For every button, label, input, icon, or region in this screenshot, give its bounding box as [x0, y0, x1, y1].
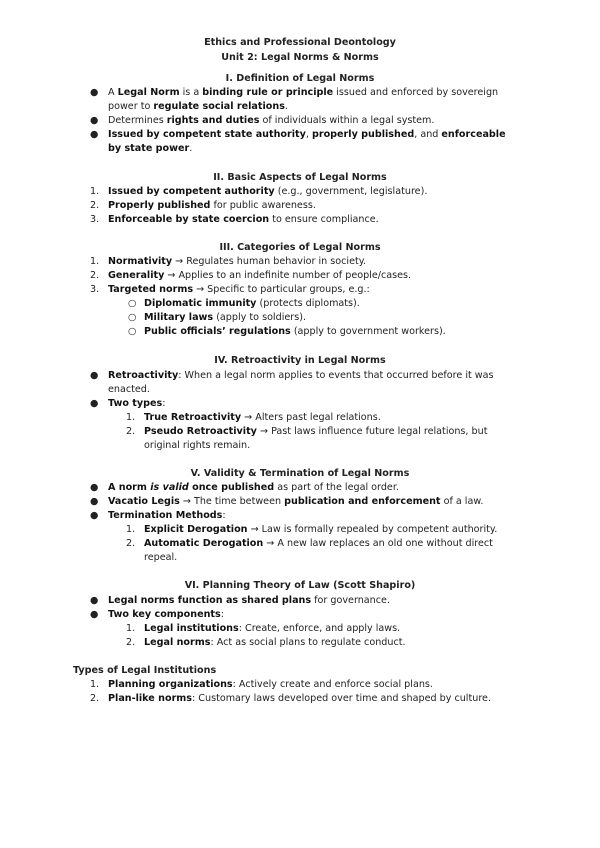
list-item: ● Two key components: [90, 609, 224, 620]
list-item: ● A norm is valid once published as part of the legal order. [90, 482, 399, 493]
section-2-list [90, 185, 520, 227]
number-marker: 2. [90, 270, 100, 281]
unit-title: Unit 2: Legal Norms & Norms [221, 52, 379, 63]
number-marker: 1. [126, 412, 136, 423]
bullet-marker: ● [90, 87, 99, 98]
section-3-heading: III. Categories of Legal Norms [219, 242, 381, 253]
list-item: 2. Properly published for public awareness. [90, 200, 316, 211]
list-item: 2. Generality → Applies to an indefinite number of people/cases. [90, 270, 412, 281]
number-marker: 2. [90, 693, 100, 704]
document-title: Ethics and Professional Deontology [204, 37, 396, 48]
sub-list-item: 2. Legal norms: Act as social plans to regulate conduct. [126, 637, 406, 648]
number-marker: 1. [90, 256, 100, 267]
number-marker: 2. [126, 426, 136, 437]
number-marker: 2. [90, 200, 100, 211]
number-marker: 1. [90, 679, 100, 690]
section-6-heading: VI. Planning Theory of Law (Scott Shapiro) [184, 580, 416, 591]
list-item: ● Determines rights and duties of individuals within a legal system. [90, 115, 435, 126]
sub-list-item: ○ Diplomatic immunity (protects diplomats). [128, 298, 360, 309]
list-item: 3. Targeted norms → Specific to particular groups, e.g.: [90, 284, 370, 295]
section-1-heading: I. Definition of Legal Norms [225, 73, 375, 84]
section-7-heading: Types of Legal Institutions [73, 665, 217, 676]
sub-list-item: 2. Automatic Derogation → A new law replaces an old one without direct repeal. [126, 538, 493, 563]
section-5-heading: V. Validity & Termination of Legal Norms [190, 468, 410, 479]
list-item: 1. Planning organizations: Actively create and enforce social plans. [90, 679, 433, 690]
circle-marker: ○ [128, 298, 137, 309]
list-item: ● Termination Methods: [90, 510, 226, 521]
sub-list-item: 1. Explicit Derogation → Law is formally repealed by competent authority. [126, 524, 498, 535]
bullet-marker: ● [90, 482, 99, 493]
number-marker: 1. [126, 623, 136, 634]
section-6-list [90, 594, 520, 650]
number-marker: 3. [90, 284, 100, 295]
list-item: 1. Issued by competent authority (e.g., government, legislature). [90, 186, 428, 197]
section-7-list [90, 678, 520, 706]
bullet-marker: ● [90, 370, 99, 381]
section-5-list [90, 481, 520, 565]
number-marker: 3. [90, 214, 100, 225]
sub-list-item: ○ Military laws (apply to soldiers). [128, 312, 306, 323]
list-item: ● A Legal Norm is a binding rule or principle issued and enforced by sovereign power to regulate social relations. [90, 87, 499, 112]
list-item: 2. Plan-like norms: Customary laws developed over time and shaped by culture. [90, 693, 492, 704]
section-2-heading: II. Basic Aspects of Legal Norms [213, 172, 387, 183]
list-item: ● Issued by competent state authority, properly published, and enforceable by state power. [90, 129, 506, 154]
number-marker: 2. [126, 538, 136, 549]
bullet-marker: ● [90, 609, 99, 620]
sub-list-item: 1. True Retroactivity → Alters past legal relations. [126, 412, 381, 423]
circle-marker: ○ [128, 312, 137, 323]
bullet-marker: ● [90, 129, 99, 140]
list-item: ● Vacatio Legis → The time between publication and enforcement of a law. [90, 496, 484, 507]
bullet-marker: ● [90, 510, 99, 521]
list-item: 3. Enforceable by state coercion to ensure compliance. [90, 214, 379, 225]
number-marker: 1. [90, 186, 100, 197]
section-4-list [90, 369, 520, 453]
section-4-heading: IV. Retroactivity in Legal Norms [214, 355, 386, 366]
circle-marker: ○ [128, 326, 137, 337]
list-item: ● Legal norms function as shared plans for governance. [90, 595, 390, 606]
section-1-list [90, 86, 520, 156]
number-marker: 2. [126, 637, 136, 648]
sub-list-item: 1. Legal institutions: Create, enforce, and apply laws. [126, 623, 401, 634]
bullet-marker: ● [90, 496, 99, 507]
sub-list-item: 2. Pseudo Retroactivity → Past laws influence future legal relations, but original rights remain. [126, 426, 488, 451]
sub-list-item: ○ Public officials’ regulations (apply to government workers). [128, 326, 446, 337]
list-item: ● Retroactivity: When a legal norm applies to events that occurred before it was enacted. [90, 370, 494, 395]
list-item: 1. Normativity → Regulates human behavior in society. [90, 256, 367, 267]
number-marker: 1. [126, 524, 136, 535]
bullet-marker: ● [90, 115, 99, 126]
list-item: ● Two types: [90, 398, 166, 409]
bullet-marker: ● [90, 398, 99, 409]
section-3-list [90, 255, 520, 339]
bullet-marker: ● [90, 595, 99, 606]
